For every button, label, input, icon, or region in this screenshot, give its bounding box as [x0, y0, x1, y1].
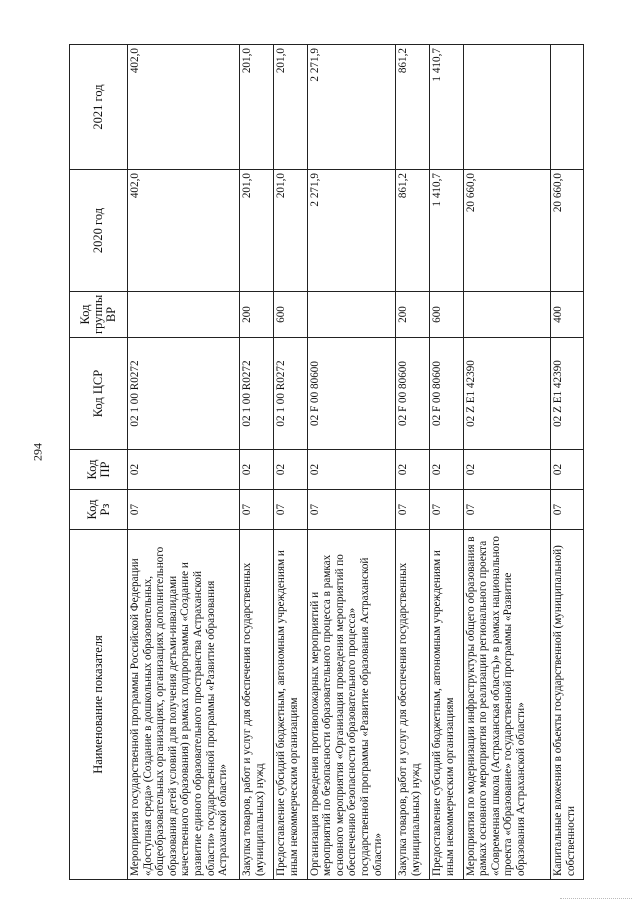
table-row [240, 45, 274, 880]
row-csr: 02 1 00 R0272 [240, 338, 274, 450]
row-csr: 02 1 00 R0272 [274, 338, 308, 450]
row-rz: 07 [463, 490, 551, 530]
row-rz: 07 [396, 490, 430, 530]
row-csr: 02 F 00 80600 [307, 338, 396, 450]
row-pr: 02 [551, 450, 584, 490]
table-row [463, 45, 551, 880]
table-row [551, 45, 584, 880]
row-vr: 600 [274, 292, 308, 338]
row-2021: 1 410,7 [430, 45, 464, 170]
row-2020: 861,2 [396, 170, 430, 292]
row-rz: 07 [551, 490, 584, 530]
row-csr: 02 F 00 80600 [430, 338, 464, 450]
row-rz: 07 [128, 490, 240, 530]
header-rz: Код Рз [70, 490, 128, 530]
table-row [307, 45, 396, 880]
row-2020: 402,0 [128, 170, 240, 292]
row-2020: 20 660,0 [463, 170, 551, 292]
row-pr: 02 [128, 450, 240, 490]
scan-footer-mark [560, 898, 632, 901]
row-2021: 861,2 [396, 45, 430, 170]
row-rz: 07 [430, 490, 464, 530]
row-name: Предоставление субсидий бюджетным, автономным учреждениям и иным некоммерческим организациям [274, 530, 308, 880]
row-rz: 07 [274, 490, 308, 530]
row-vr [307, 292, 396, 338]
row-pr: 02 [307, 450, 396, 490]
row-rz: 07 [240, 490, 274, 530]
row-name: Мероприятия государственной программы Российской Федерации «Доступная среда» (Создание в дошкольных образовательных, общеобразовательных организациях, организациях дополнительного образования детей условий для получения детьми-инвалидами качественного образования) в рамках подпрограммы «Создание и развитие единого образовательного пространства Астраханской области» государственной программы «Развитие образования Астраханской области» [128, 530, 240, 880]
row-name: Организация проведения противопожарных мероприятий и мероприятий по безопасности образовательного процесса в рамках основного мероприятия «Организация проведения мероприятий по обеспечению безопасности образовательного процесса» государственной программы «Развитие образования Астраханской области» [307, 530, 396, 880]
row-2020: 1 410,7 [430, 170, 464, 292]
table-row [396, 45, 430, 880]
header-name: Наименование показателя [70, 530, 128, 880]
header-row [70, 45, 128, 880]
row-csr: 02 1 00 R0272 [128, 338, 240, 450]
row-vr: 600 [430, 292, 464, 338]
row-vr: 200 [240, 292, 274, 338]
row-name: Закупка товаров, работ и услуг для обеспечения государственных (муниципальных) нужд [396, 530, 430, 880]
row-name: Предоставление субсидий бюджетным, автономным учреждениям и иным некоммерческим организациям [430, 530, 464, 880]
header-csr: Код ЦСР [70, 338, 128, 450]
row-2021 [551, 45, 584, 170]
row-pr: 02 [396, 450, 430, 490]
row-pr: 02 [463, 450, 551, 490]
row-rz: 07 [307, 490, 396, 530]
row-csr: 02 Z E1 42390 [463, 338, 551, 450]
page-number: 294 [30, 443, 45, 461]
budget-table [69, 44, 584, 880]
header-vr: Код группы ВР [70, 292, 128, 338]
header-2021: 2021 год [70, 45, 128, 170]
row-2021: 201,0 [240, 45, 274, 170]
row-vr: 400 [551, 292, 584, 338]
row-2020: 20 660,0 [551, 170, 584, 292]
table-row [274, 45, 308, 880]
row-csr: 02 Z E1 42390 [551, 338, 584, 450]
row-vr [128, 292, 240, 338]
row-name: Мероприятия по модернизации инфраструктуры общего образования в рамках основного мероприятия по реализации регионального проекта «Современная школа (Астраханская область)» в рамках национального проекта «Образование» государственной программы «Развитие образования Астраханской области» [463, 530, 551, 880]
row-2021 [463, 45, 551, 170]
row-pr: 02 [274, 450, 308, 490]
row-pr: 02 [240, 450, 274, 490]
row-2020: 201,0 [274, 170, 308, 292]
row-csr: 02 F 00 80600 [396, 338, 430, 450]
table-row [430, 45, 464, 880]
row-2020: 201,0 [240, 170, 274, 292]
table-row [128, 45, 240, 880]
row-name: Капитальные вложения в объекты государственной (муниципальной) собственности [551, 530, 584, 880]
row-2020: 2 271,9 [307, 170, 396, 292]
row-name: Закупка товаров, работ и услуг для обеспечения государственных (муниципальных) нужд [240, 530, 274, 880]
row-vr: 200 [396, 292, 430, 338]
row-2021: 201,0 [274, 45, 308, 170]
row-pr: 02 [430, 450, 464, 490]
row-vr [463, 292, 551, 338]
row-2021: 402,0 [128, 45, 240, 170]
header-2020: 2020 год [70, 170, 128, 292]
header-pr: Код ПР [70, 450, 128, 490]
budget-table-rotated [69, 45, 584, 880]
row-2021: 2 271,9 [307, 45, 396, 170]
